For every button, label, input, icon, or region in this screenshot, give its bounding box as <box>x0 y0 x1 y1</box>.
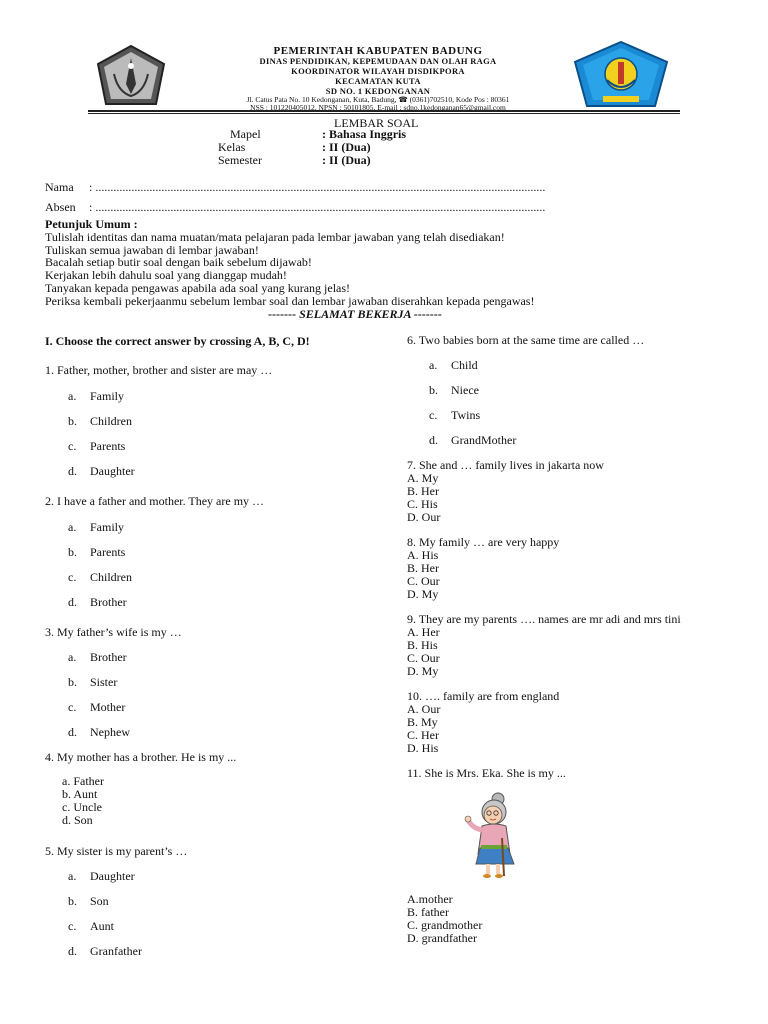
option-text: Sister <box>90 675 118 689</box>
option-7b[interactable]: B. Her <box>407 484 439 498</box>
option-text: Niece <box>451 383 479 397</box>
subject-row <box>218 128 406 141</box>
option-1c[interactable] <box>68 439 125 454</box>
option-letter: a. <box>68 389 77 403</box>
option-text: Twins <box>451 408 481 422</box>
subject-label: Mapel <box>230 127 261 141</box>
instruction-line: Tulislah identitas dan nama muatan/mata pelajaran pada lembar jawaban yang telah disediakan! <box>45 229 505 244</box>
question-1: 1. Father, mother, brother and sister are may … <box>45 363 273 377</box>
option-1a[interactable] <box>68 389 124 404</box>
option-3b[interactable] <box>68 675 117 690</box>
option-7c[interactable]: C. His <box>407 497 438 511</box>
semester-value: : II (Dua) <box>322 153 371 167</box>
letterhead <box>88 40 680 114</box>
option-6b[interactable] <box>429 383 479 398</box>
option-4c[interactable]: c. Uncle <box>62 800 102 814</box>
semester-row <box>218 154 371 167</box>
question-3: 3. My father’s wife is my … <box>45 625 182 639</box>
header-divider <box>88 110 680 112</box>
option-text: Children <box>90 570 132 584</box>
option-text: Child <box>451 358 478 372</box>
class-label: Kelas <box>218 140 246 154</box>
option-4a[interactable]: a. Father <box>62 774 104 788</box>
option-5d[interactable] <box>68 944 142 959</box>
option-text: Daughter <box>90 464 135 478</box>
option-10a[interactable]: A. Our <box>407 702 441 716</box>
question-5: 5. My sister is my parent’s … <box>45 844 188 858</box>
option-2a[interactable] <box>68 520 124 535</box>
option-text: Granfather <box>90 944 142 958</box>
option-4b[interactable]: b. Aunt <box>62 787 98 801</box>
option-letter: a. <box>68 520 77 534</box>
instruction-line: Kerjakan lebih dahulu soal yang dianggap mudah! <box>45 268 287 283</box>
district-name: KECAMATAN KUTA <box>335 76 421 86</box>
option-8c[interactable]: C. Our <box>407 574 440 588</box>
option-letter: c. <box>68 919 77 933</box>
question-9-block <box>407 613 681 678</box>
option-11d[interactable]: D. grandfather <box>407 931 477 945</box>
option-11a[interactable]: A.mother <box>407 892 453 906</box>
section-heading: I. Choose the correct answer by crossing A, B, C, D! <box>45 334 310 348</box>
option-6c[interactable] <box>429 408 480 423</box>
option-2b[interactable] <box>68 545 125 560</box>
absen-field[interactable]: : ...................................................................................................................................................... <box>89 200 546 214</box>
question-9: 9. They are my parents …. names are mr adi and mrs tini <box>407 612 681 626</box>
class-value: : II (Dua) <box>322 140 371 154</box>
grandmother-illustration-icon <box>462 792 522 878</box>
school-address: Jl. Catus Pata No. 10 Kedonganan, Kuta, Badung, ☎ (0361)702510, Kode Pos : 80361 <box>246 95 510 104</box>
instruction-line: Tanyakan kepada pengawas apabila ada soal yang kurang jelas! <box>45 280 351 295</box>
option-3a[interactable] <box>68 650 127 665</box>
government-name: PEMERINTAH KABUPATEN BADUNG <box>273 45 483 57</box>
option-text: Children <box>90 414 132 428</box>
option-text: Brother <box>90 650 127 664</box>
option-2d[interactable] <box>68 595 127 610</box>
header-divider-thin <box>88 113 680 114</box>
option-letter: a. <box>429 358 438 372</box>
option-11b[interactable]: B. father <box>407 905 449 919</box>
option-letter: d. <box>68 944 77 958</box>
question-8-block <box>407 536 559 601</box>
option-text: Son <box>90 894 109 908</box>
school-contact: NSS : 101220405012, NPSN : 50101805, E-mail : sdno.1kedonganan65@gmail.com <box>250 103 506 112</box>
option-7a[interactable]: A. My <box>407 471 439 485</box>
option-10b[interactable]: B. My <box>407 715 438 729</box>
option-4d[interactable]: d. Son <box>62 813 93 827</box>
tut-wuri-handayani-logo-icon <box>573 40 669 110</box>
option-letter: b. <box>68 414 77 428</box>
option-text: Parents <box>90 545 126 559</box>
option-9a[interactable]: A. Her <box>407 625 440 639</box>
question-2: 2. I have a father and mother. They are my … <box>45 494 265 508</box>
option-11c[interactable]: C. grandmother <box>407 918 483 932</box>
badung-regency-logo-icon <box>96 44 166 108</box>
option-5a[interactable] <box>68 869 135 884</box>
option-letter: d. <box>68 464 77 478</box>
option-text: Parents <box>90 439 126 453</box>
option-9b[interactable]: B. His <box>407 638 438 652</box>
option-1b[interactable] <box>68 414 132 429</box>
option-letter: b. <box>68 675 77 689</box>
question-6: 6. Two babies born at the same time are called … <box>407 333 645 347</box>
question-11: 11. She is Mrs. Eka. She is my ... <box>407 766 566 780</box>
option-2c[interactable] <box>68 570 132 585</box>
option-10d[interactable]: D. His <box>407 741 439 755</box>
semester-label: Semester <box>218 153 262 167</box>
option-text: Mother <box>90 700 126 714</box>
option-1d[interactable] <box>68 464 135 479</box>
question-4-options <box>62 775 104 827</box>
coordinator-name: KOORDINATOR WILAYAH DISDIKPORA <box>291 66 465 76</box>
option-text: Brother <box>90 595 127 609</box>
name-field-row <box>45 180 545 195</box>
option-letter: d. <box>68 725 77 739</box>
absen-label: Absen <box>45 200 76 214</box>
question-10: 10. …. family are from england <box>407 689 560 703</box>
letterhead-text <box>188 46 568 112</box>
option-6a[interactable] <box>429 358 478 373</box>
question-11-options <box>407 893 482 945</box>
option-8b[interactable]: B. Her <box>407 561 439 575</box>
option-8d[interactable]: D. My <box>407 587 439 601</box>
general-instructions <box>45 218 665 320</box>
option-letter: b. <box>429 383 438 397</box>
option-7d[interactable]: D. Our <box>407 510 441 524</box>
option-text: Family <box>90 389 125 403</box>
question-8: 8. My family … are very happy <box>407 535 560 549</box>
option-text: Family <box>90 520 125 534</box>
instruction-line: Tuliskan semua jawaban di lembar jawaban! <box>45 242 259 257</box>
option-letter: c. <box>68 570 77 584</box>
absen-field-row <box>45 200 545 215</box>
option-text: Daughter <box>90 869 135 883</box>
option-letter: a. <box>68 869 77 883</box>
department-name: DINAS PENDIDIKAN, KEPEMUDAAN DAN OLAH RAGA <box>259 56 497 66</box>
option-text: Nephew <box>90 725 130 739</box>
option-5b[interactable] <box>68 894 109 909</box>
option-letter: b. <box>68 545 77 559</box>
subject-value: : Bahasa Inggris <box>322 127 407 141</box>
option-letter: d. <box>429 433 438 447</box>
option-text: Aunt <box>90 919 114 933</box>
option-letter: a. <box>68 650 77 664</box>
question-7: 7. She and … family lives in jakarta now <box>407 458 604 472</box>
option-text: GrandMother <box>451 433 517 447</box>
name-label: Nama <box>45 180 74 194</box>
option-9c[interactable]: C. Our <box>407 651 440 665</box>
instruction-line: Bacalah setiap butir soal dengan baik sebelum dijawab! <box>45 255 312 270</box>
slogan: ------- SELAMAT BEKERJA ------- <box>268 306 442 321</box>
instruction-line: Periksa kembali pekerjaanmu sebelum lembar soal dan lembar jawaban diserahkan kepada pengawas! <box>45 293 535 308</box>
option-letter: c. <box>68 700 77 714</box>
option-3c[interactable] <box>68 700 125 715</box>
question-10-block <box>407 690 559 755</box>
option-6d[interactable] <box>429 433 516 448</box>
sheet-title: LEMBAR SOAL <box>334 116 419 130</box>
school-name: SD NO. 1 KEDONGANAN <box>325 86 431 96</box>
option-letter: c. <box>68 439 77 453</box>
option-9d[interactable]: D. My <box>407 664 439 678</box>
option-3d[interactable] <box>68 725 130 740</box>
option-8a[interactable]: A. His <box>407 548 439 562</box>
instructions-title: Petunjuk Umum : <box>45 217 138 231</box>
option-letter: d. <box>68 595 77 609</box>
option-letter: b. <box>68 894 77 908</box>
option-letter: c. <box>429 408 438 422</box>
option-5c[interactable] <box>68 919 114 934</box>
name-field[interactable]: : ...................................................................................................................................................... <box>89 180 546 194</box>
question-7-block <box>407 459 604 524</box>
question-4: 4. My mother has a brother. He is my ... <box>45 750 237 764</box>
option-10c[interactable]: C. Her <box>407 728 439 742</box>
